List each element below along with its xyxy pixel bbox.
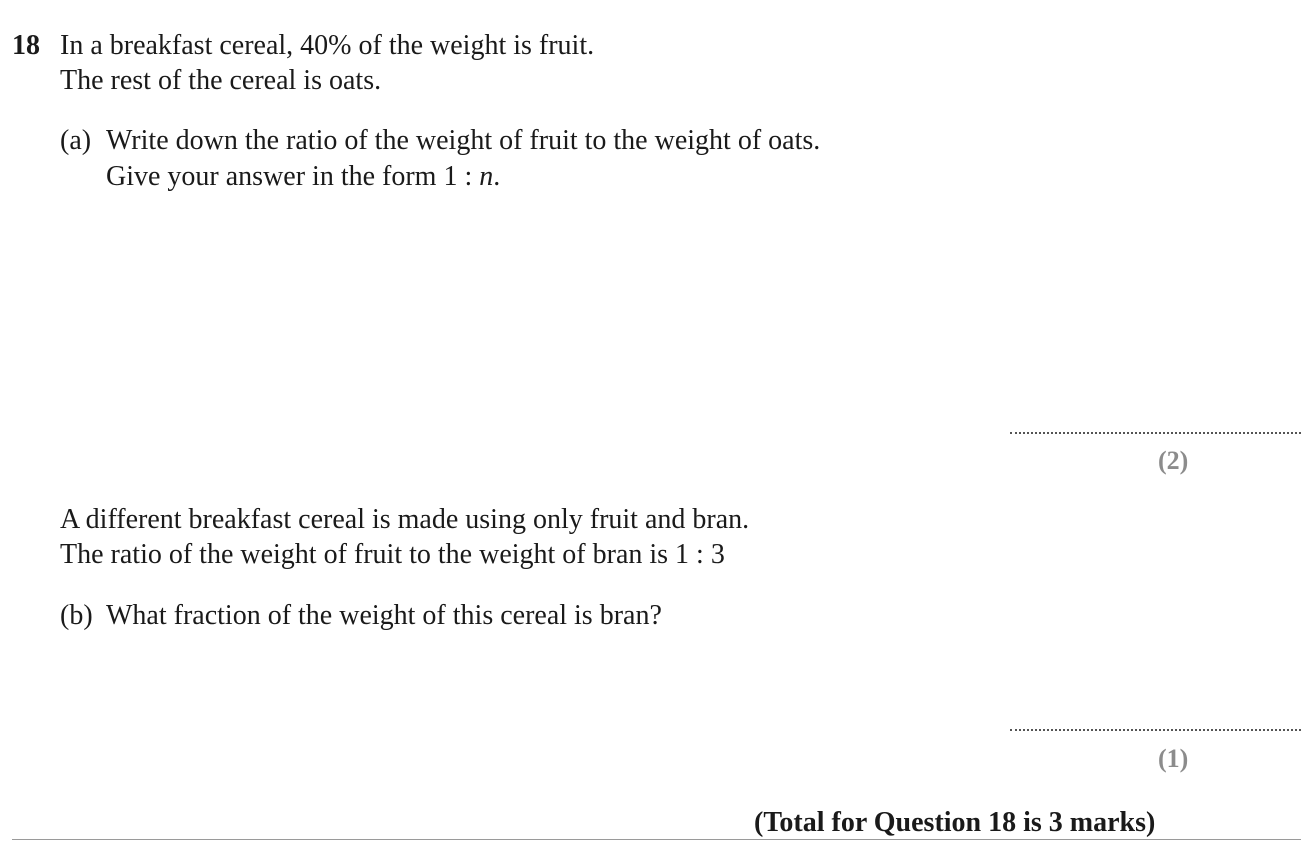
part-a-line-2 — [106, 160, 500, 194]
middle-line-1: A different breakfast cereal is made using only fruit and bran. — [60, 504, 750, 535]
part-a-label: (a) — [60, 125, 92, 156]
answer-line-b[interactable] — [1010, 729, 1301, 731]
bottom-rule — [12, 839, 1301, 840]
part-a-line-2-prefix: Give your answer in the form 1 : — [106, 161, 480, 192]
question-intro-line-1: In a breakfast cereal, 40% of the weight is fruit. — [60, 30, 595, 61]
part-b-label: (b) — [60, 600, 93, 631]
part-a-marks: (2) — [1158, 446, 1189, 475]
middle-line-2: The ratio of the weight of fruit to the weight of bran is 1 : 3 — [60, 539, 725, 570]
question-intro-line-2: The rest of the cereal is oats. — [60, 65, 382, 96]
answer-line-a[interactable] — [1010, 432, 1301, 434]
part-a-line-2-suffix: . — [493, 161, 501, 192]
part-a-line-1: Write down the ratio of the weight of fruit to the weight of oats. — [106, 125, 821, 156]
question-number: 18 — [12, 30, 40, 61]
part-a-variable: n — [479, 161, 494, 192]
part-b-marks: (1) — [1158, 744, 1189, 773]
question-total: (Total for Question 18 is 3 marks) — [754, 807, 1156, 838]
part-b-line-1: What fraction of the weight of this cereal is bran? — [106, 600, 662, 631]
